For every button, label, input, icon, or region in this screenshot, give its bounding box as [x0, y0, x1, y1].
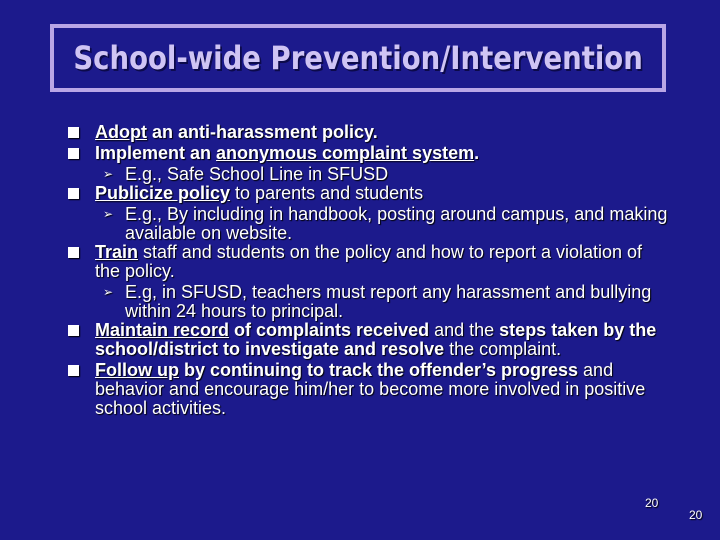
- list-item-maintain: [68, 321, 668, 359]
- list-item-adopt: [68, 123, 668, 142]
- sub-item-train: [68, 283, 668, 321]
- arrow-bullet-icon: ➢: [103, 207, 114, 221]
- square-bullet-icon: [68, 127, 79, 138]
- item-bold-text: by continuing to track the offender’s progress: [178, 360, 579, 380]
- item-lead: Adopt: [95, 122, 147, 142]
- sub-item-implement: [68, 165, 668, 184]
- sub-item-text: E.g., By including in handbook, posting around campus, and making available on website.: [125, 204, 668, 243]
- item-text: staff and students on the policy and how to report a violation of the policy.: [95, 242, 643, 281]
- arrow-bullet-icon: ➢: [103, 167, 114, 181]
- item-lead: Follow up: [95, 360, 179, 380]
- bullet-list: [68, 123, 668, 418]
- title-box: [54, 28, 662, 88]
- list-item-train: [68, 243, 668, 281]
- item-text: .: [474, 143, 480, 163]
- item-lead: Publicize policy: [95, 183, 231, 203]
- list-item-follow-up: [68, 361, 668, 418]
- corner-page-number: 20: [689, 508, 703, 522]
- item-lead: Implement an: [95, 143, 217, 163]
- item-text: an anti-harassment policy.: [146, 122, 378, 142]
- item-underline: anonymous complaint system: [216, 143, 475, 163]
- square-bullet-icon: [68, 325, 79, 336]
- square-bullet-icon: [68, 247, 79, 258]
- item-lead: Maintain record: [95, 320, 230, 340]
- list-item-implement: [68, 144, 668, 163]
- square-bullet-icon: [68, 148, 79, 159]
- item-text: to parents and students: [230, 183, 424, 203]
- page-title: School-wide Prevention/Intervention: [73, 39, 643, 77]
- item-bold-text-2: steps taken by the school/district to investigate and resolve: [95, 320, 657, 359]
- sub-item-text: E.g, in SFUSD, teachers must report any harassment and bullying within 24 hours to principal.: [125, 282, 652, 321]
- square-bullet-icon: [68, 188, 79, 199]
- title-frame: [50, 24, 666, 92]
- item-text-end: the complaint.: [444, 339, 562, 359]
- sub-item-publicize: [68, 205, 668, 243]
- item-text: and the: [429, 320, 500, 340]
- sub-item-text: E.g., Safe School Line in SFUSD: [125, 164, 389, 184]
- square-bullet-icon: [68, 365, 79, 376]
- item-text: and behavior and encourage him/her to become more involved in positive school activities.: [95, 360, 646, 418]
- slide-page-number: 20: [645, 496, 659, 510]
- item-lead: Train: [95, 242, 139, 262]
- arrow-bullet-icon: ➢: [103, 285, 114, 299]
- item-bold-text: of complaints received: [229, 320, 430, 340]
- list-item-publicize: [68, 184, 668, 203]
